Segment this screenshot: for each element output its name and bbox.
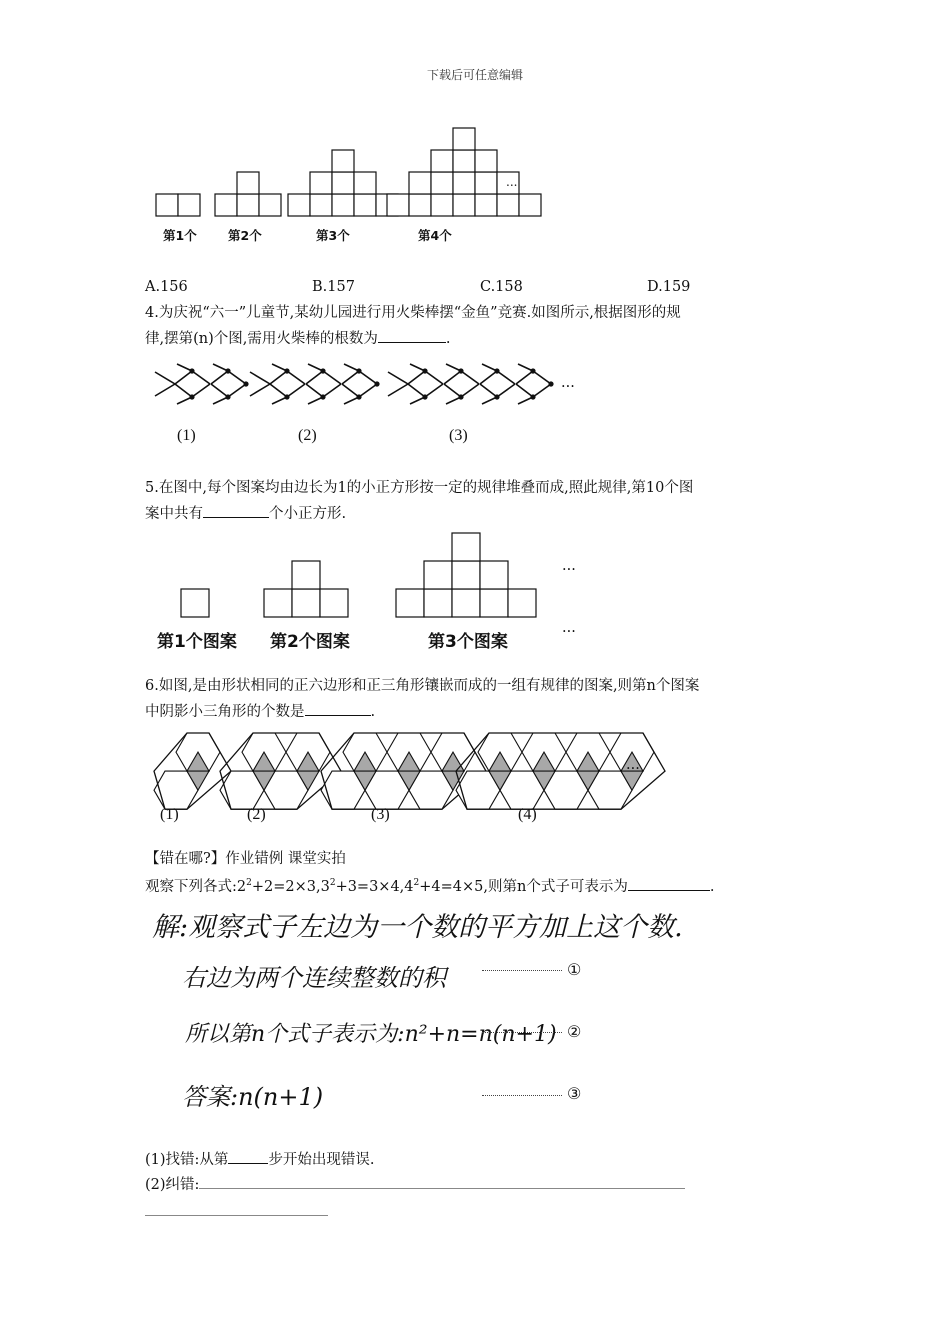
q4-line1: 4.为庆祝“六一”儿童节,某幼儿园进行用火柴棒摆“金鱼”竞赛.如图所示,根据图形的规 — [145, 305, 681, 321]
q4-label-3: (3) — [449, 427, 468, 444]
correction-blank[interactable] — [199, 1174, 685, 1189]
handwritten-line-3: 所以第n个式子表示为:n²+n=n(n+1) — [185, 1022, 557, 1047]
error-answer-blank[interactable] — [628, 876, 710, 891]
q5-line2-a: 案中共有 — [145, 506, 203, 522]
q6-label-4: (4) — [518, 806, 537, 823]
q6-line2-text: 中阴影小三角形的个数是 — [145, 704, 305, 720]
option-b: B.157 — [312, 279, 355, 295]
find-error-a: (1)找错:从第 — [145, 1152, 229, 1168]
fig1-caption-2: 第2个 — [228, 228, 262, 243]
handwritten-line-1: 解:观察式子左边为一个数的平方加上这个数. — [152, 912, 683, 943]
option-a: A.156 — [145, 279, 188, 295]
correct-label: (2)纠错: — [145, 1177, 200, 1193]
q5-line1: 5.在图中,每个图案均由边长为1的小正方形按一定的规律堆叠而成,照此规律,第10个图 — [145, 480, 694, 496]
step-blank[interactable] — [228, 1149, 268, 1164]
sup-2: 2 — [329, 878, 336, 888]
q6-line2-end: . — [370, 704, 376, 720]
error-problem — [145, 873, 714, 897]
fig1-caption-1: 第1个 — [163, 228, 197, 243]
problem-part-a: 观察下列各式:2 — [145, 878, 247, 895]
dotted-leader-3 — [482, 1095, 562, 1096]
q5-line2-b: 个小正方形. — [269, 506, 347, 522]
marker-2: ② — [567, 1022, 582, 1041]
option-d: D.159 — [647, 279, 691, 295]
handwritten-line-2: 右边为两个连续整数的积 — [182, 964, 446, 992]
q5-caption-1: 第1个图案 — [157, 632, 237, 652]
marker-3: ③ — [567, 1084, 582, 1103]
fig1-caption-4: 第4个 — [418, 228, 452, 243]
q5-caption-2: 第2个图案 — [270, 632, 350, 652]
q4-line2-text: 律,摆第(n)个图,需用火柴棒的根数为 — [145, 331, 378, 347]
q6-label-2: (2) — [247, 806, 266, 823]
q4-ellipsis: ··· — [561, 379, 575, 395]
sup-3: 2 — [413, 878, 420, 888]
q5-ellipsis-bottom: ··· — [562, 624, 576, 640]
correct-line — [145, 1174, 685, 1195]
find-error-line — [145, 1149, 375, 1170]
fig1-ellipsis: ... — [506, 175, 518, 189]
page-header: 下载后可任意编辑 — [426, 68, 523, 82]
option-c: C.158 — [480, 279, 523, 295]
q6-label-3: (3) — [371, 806, 390, 823]
q4-label-2: (2) — [298, 427, 317, 444]
problem-part-c: +3=3×4,4 — [335, 878, 414, 895]
marker-1: ① — [567, 960, 582, 979]
q6-line1: 6.如图,是由形状相同的正六边形和正三角形镶嵌而成的一组有规律的图案,则第n个图案 — [145, 678, 700, 694]
error-heading: 【错在哪?】作业错例 课堂实拍 — [145, 851, 346, 867]
handwritten-line-4: 答案:n(n+1) — [182, 1083, 324, 1111]
q6-ellipsis: ··· — [626, 761, 640, 777]
q6-label-1: (1) — [160, 806, 179, 823]
problem-part-d: +4=4×5,则第n个式子可表示为 — [419, 878, 628, 895]
dotted-leader-1 — [482, 970, 562, 971]
q5-ellipsis-top: ··· — [562, 562, 576, 578]
dotted-leader-2 — [482, 1032, 562, 1033]
problem-part-b: +2=2×3,3 — [251, 878, 330, 895]
sup-1: 2 — [246, 878, 252, 888]
fig1-caption-3: 第3个 — [316, 228, 350, 243]
find-error-b: 步开始出现错误. — [268, 1152, 375, 1168]
q5-caption-3: 第3个图案 — [428, 632, 508, 652]
problem-end: . — [709, 878, 715, 895]
q4-label-1: (1) — [177, 427, 196, 444]
correction-blank-2[interactable] — [145, 1215, 328, 1216]
q4-line2-end: . — [445, 331, 451, 347]
